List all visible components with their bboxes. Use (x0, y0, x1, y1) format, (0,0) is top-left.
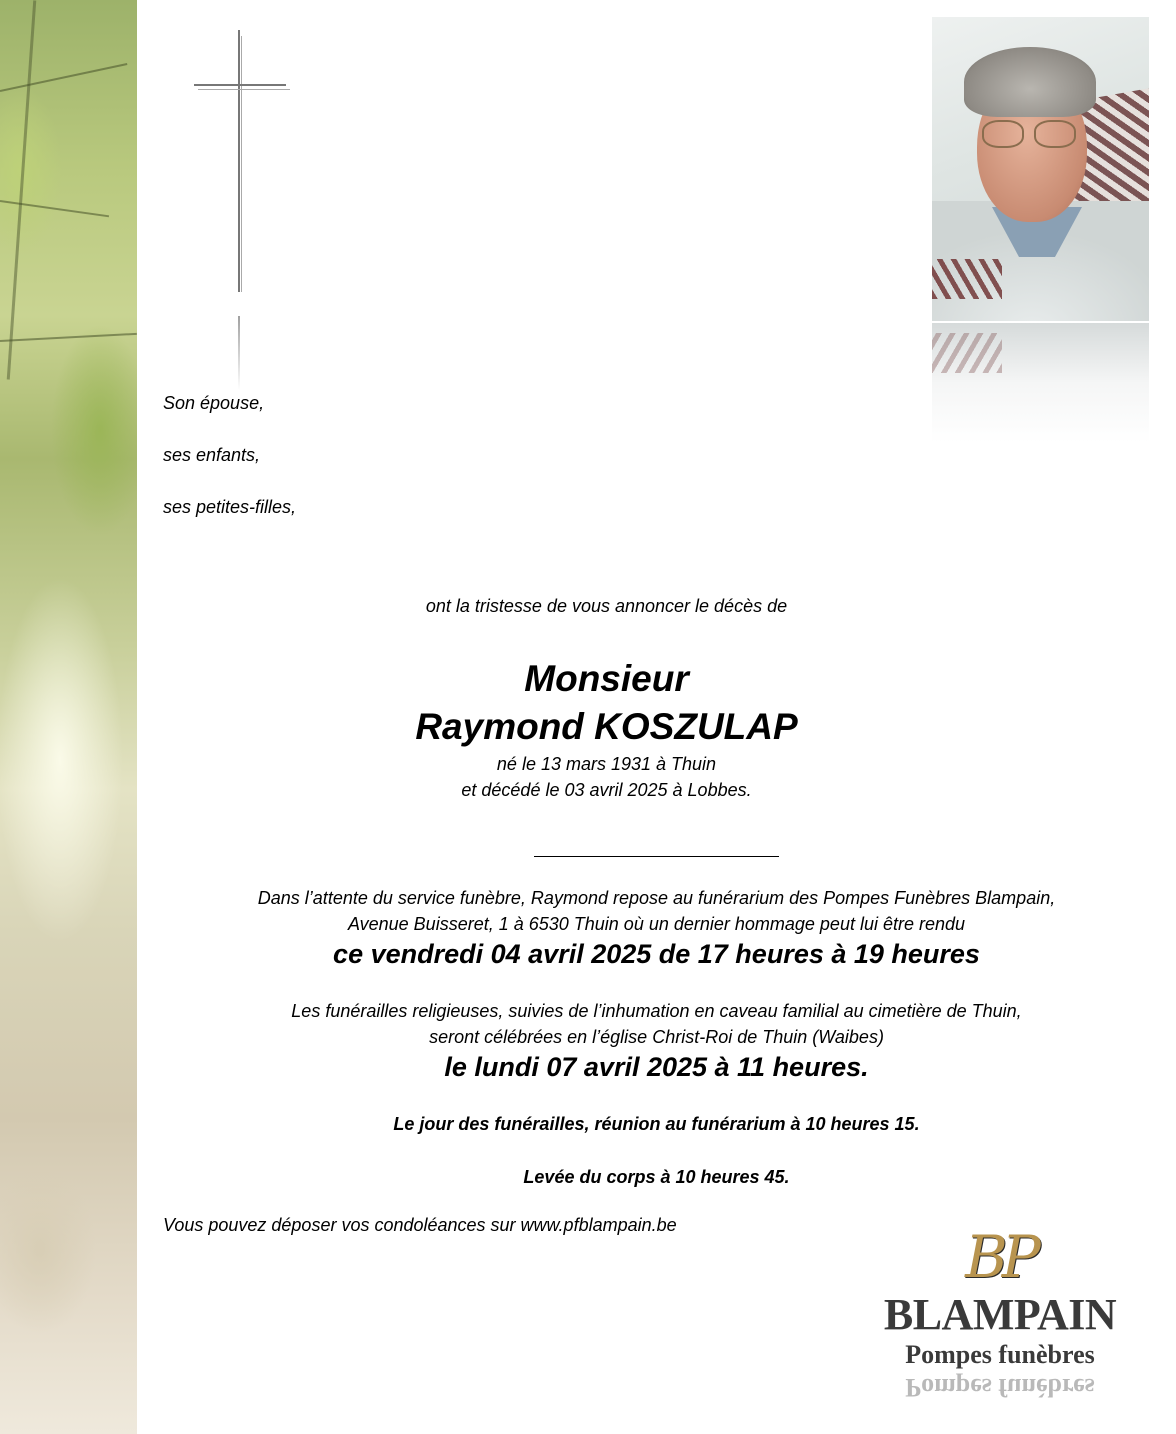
levee-text: Levée du corps à 10 heures 45. (523, 1167, 790, 1187)
logo-subtitle: Pompes funèbres (905, 1340, 1095, 1369)
visitation-date: ce vendredi 04 avril 2025 de 17 heures à 19 heures (333, 939, 980, 969)
family-list (163, 393, 296, 549)
family-line: ses petites-filles, (163, 497, 297, 517)
tree-branch (0, 200, 109, 217)
levee-info (137, 1165, 1176, 1189)
nature-side-image (0, 0, 137, 1434)
logo-subtitle-reflection: Pompes funèbres (905, 1373, 1095, 1402)
announcement-text: ont la tristesse de vous annoncer le décès de (425, 596, 788, 616)
family-line: Son épouse, (163, 393, 265, 413)
funeral-date: le lundi 07 avril 2025 à 11 heures. (444, 1052, 869, 1082)
deceased-block (137, 655, 1176, 803)
tree-branch (0, 333, 137, 342)
tree-trunk (7, 0, 37, 379)
birth-info: né le 13 mars 1931 à Thuin (496, 754, 717, 774)
funeral-block (137, 998, 1176, 1084)
separator-line (534, 856, 779, 857)
visitation-line: Avenue Buisseret, 1 à 6530 Thuin où un dernier hommage peut lui être rendu (347, 914, 966, 934)
portrait-reflection (932, 323, 1149, 443)
meeting-text: Le jour des funérailles, réunion au funérarium à 10 heures 15. (393, 1114, 920, 1134)
funeral-line: Les funérailles religieuses, suivies de l’inhumation en caveau familial au cimetière de Thuin, (291, 1001, 1022, 1021)
logo-brand: BLAMPAIN (883, 1290, 1117, 1339)
cross-icon (190, 30, 300, 390)
deceased-name: Raymond KOSZULAP (415, 706, 798, 747)
condolences-text: Vous pouvez déposer vos condoléances sur www.pfblampain.be (163, 1215, 677, 1235)
tree-branch (0, 63, 127, 92)
visitation-line: Dans l’attente du service funèbre, Raymond repose au funérarium des Pompes Funèbres Blampain, (257, 888, 1056, 908)
funeral-line: seront célébrées en l’église Christ-Roi de Thuin (Waibes) (429, 1027, 884, 1047)
blampain-logo (860, 1222, 1140, 1432)
logo-monogram: BP (965, 1223, 1035, 1291)
deceased-title: Monsieur (524, 658, 689, 699)
visitation-block (137, 885, 1176, 971)
meeting-info (137, 1112, 1176, 1136)
death-info: et décédé le 03 avril 2025 à Lobbes. (461, 780, 752, 800)
family-line: ses enfants, (163, 445, 261, 465)
deceased-portrait-photo (932, 17, 1149, 321)
